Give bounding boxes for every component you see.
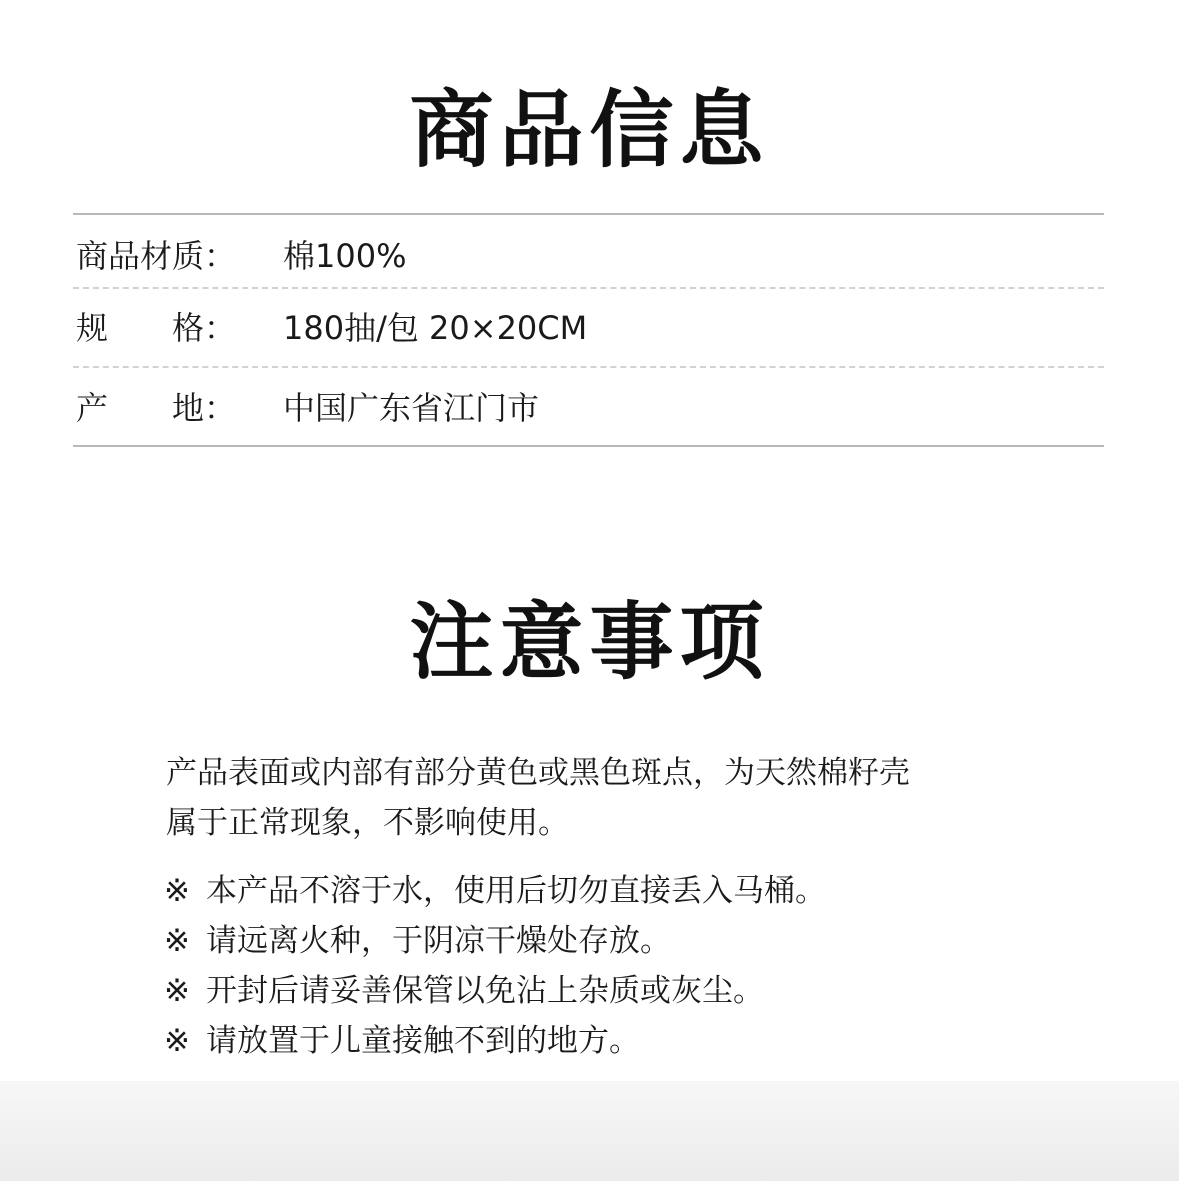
- reference-mark-icon: ※: [164, 923, 190, 959]
- intro-line: 属于正常现象，不影响使用。: [166, 805, 569, 841]
- row-divider: [73, 366, 1104, 368]
- spec-label-material: 商品材质：: [76, 237, 237, 275]
- reference-mark-icon: ※: [164, 1023, 190, 1059]
- intro-line: 产品表面或内部有部分黄色或黑色斑点，为天然棉籽壳: [166, 755, 910, 791]
- spec-label-size: 规 格：: [76, 309, 237, 347]
- spec-value-origin: 中国广东省江门市: [283, 389, 540, 427]
- spec-value-material: 棉100%: [283, 237, 407, 275]
- row-divider: [73, 287, 1104, 289]
- list-item: [164, 866, 1044, 916]
- bottom-gradient-band: [0, 1081, 1179, 1181]
- list-item-text: 开封后请妥善保管以免沾上杂质或灰尘。: [206, 973, 764, 1009]
- list-item-text: 请放置于儿童接触不到的地方。: [206, 1023, 640, 1059]
- list-item-text: 请远离火种，于阴凉干燥处存放。: [206, 923, 671, 959]
- spec-row-origin: [0, 388, 1179, 428]
- spec-row-size: [0, 308, 1179, 348]
- spec-row-material: [0, 236, 1179, 276]
- reference-mark-icon: ※: [164, 973, 190, 1009]
- list-item-text: 本产品不溶于水，使用后切勿直接丢入马桶。: [206, 873, 826, 909]
- spec-label-origin: 产 地：: [76, 389, 237, 427]
- list-item: [164, 966, 1044, 1016]
- precautions-intro: [166, 748, 1026, 848]
- spec-value-size: 180抽/包 20×20CM: [283, 309, 588, 347]
- table-bottom-rule: [73, 445, 1104, 447]
- product-info-title: 商品信息: [409, 81, 770, 179]
- precautions-title: 注意事项: [409, 593, 770, 691]
- precautions-list: [164, 866, 1044, 1066]
- table-top-rule: [73, 213, 1104, 215]
- list-item: [164, 916, 1044, 966]
- list-item: [164, 1016, 1044, 1066]
- reference-mark-icon: ※: [164, 873, 190, 909]
